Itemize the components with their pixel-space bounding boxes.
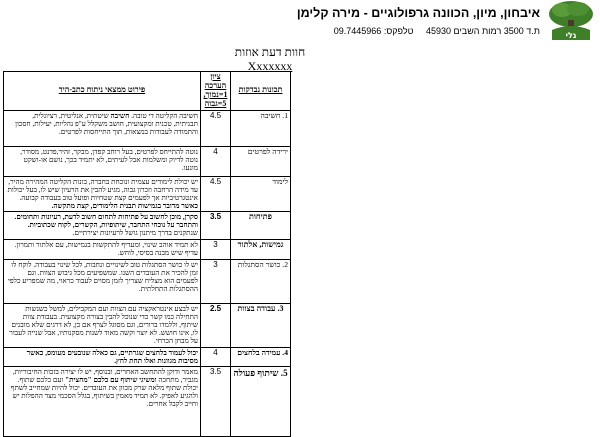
score-cell: 3.5 [201, 212, 231, 240]
score-cell: 4 [201, 348, 231, 367]
table-row [4, 212, 291, 240]
score-cell: 3 [201, 260, 231, 304]
contact-line [198, 26, 540, 36]
score-cell: 4 [201, 146, 231, 176]
trait-cell: לימוד [231, 176, 291, 211]
trait-cell: ירידה לפרטים [231, 146, 291, 176]
table-row [4, 110, 291, 146]
score-cell: 2.5 [201, 304, 231, 348]
trait-cell: גמישות, אלתור [231, 240, 291, 260]
description-cell: לא תמיד אוהב שינוי, ומעדיף להתקשות בגמישות, עם אלתור ותמרון. עדיף שיש מבנה בסיסי, לוחש. [4, 240, 201, 260]
table-row [4, 146, 291, 176]
document-title: חוות דעת אוזות [234, 45, 306, 59]
description-cell: מאמר ודוקן להתחשב האחרים, ובנוסף, יש לו יצירה בזכות החיבוריות, מגביר, מתחכה ומשיגי שיתוף עם כלכם "מחצית" ועם כלכם שתוף. יכולת שתוף מלאה שרק מכוון את העובדים. יכול להיות שמחייב לשתף ולהגיע לאפיק. לא תמיד מאמין בשיתוף, בגלל הסכמי מצד ההפלות יש וחייב לקבל אחרים. [4, 367, 201, 437]
score-cell: 3.5 [201, 367, 231, 437]
table-row [4, 260, 291, 304]
tree-logo-icon [544, 0, 598, 42]
company-name: איבחון, מיון, הכוונה גרפולוגיים - מירה קלימן [296, 6, 540, 20]
table-row [4, 348, 291, 367]
table-row [4, 176, 291, 211]
trait-cell: 1. חשיבה [231, 110, 291, 146]
phone-text: טלפקס: 09.7445966 [333, 26, 414, 36]
description-cell: יש יכולת לימודים עצמית ונוכחת בחברה, בונות הקליטה המהירה מהיר, עד מידה הרחבה וזכרון גבוה, מגיע להבין את הרעיון שיש לו, בעל יכולות אינטגרטיביות אך לפעמים קצת שטחיות ופועל טוב בעבודה קבועה. כאשר מדובר בגמישות תבנית הלימודים, קצת מתקשה. [4, 176, 201, 211]
subject-name: Xxxxxxx [247, 59, 293, 73]
description-cell: יש לו כושר הסתגלות טוב לשינויים ונחבות, לכל שינוי בעבודה. לוקח לו זמן להכיר את העובדים השנו. שמשפיעים מכל גיבוש הצוות. וגם לפעמים הוא מצליח שצריך לזמן מסוים לעבוד כראוי, מה שמפריע כלפי ההסתגלות התחלתית. [4, 260, 201, 304]
trait-cell: 4. עמידה בלחצים [231, 348, 291, 367]
table-header-row [4, 72, 291, 111]
table-row [4, 240, 291, 260]
address-text: ת.ד 3500 רמות השבים 45930 [426, 26, 540, 36]
score-cell: 3 [201, 240, 231, 260]
score-cell: 4.5 [201, 176, 231, 211]
trait-cell: 2. כושר הסתגלות [231, 260, 291, 304]
trait-cell: 5. שיתוף פעולה [231, 367, 291, 437]
score-cell: 4.5 [201, 110, 231, 146]
logo-text: גלי [565, 31, 577, 40]
header-description: פירוט ממצאי ניתוח כתב-היד [4, 72, 201, 111]
description-cell: יכול לעמוד בלחצים שגרתיים, גם כאלה שנובעים מעומס, כאשר מסיבות מגוונות ואלו תחת לחץ. [4, 348, 201, 367]
table-row [4, 304, 291, 348]
description-cell: נוטה להתייחס לפרטים, בעל רוחב קפדן, מבקר, זהיר,פדנט, מסודר, נוטה לדיוק ומשלמות אבל לעיתים, לא יתמיד בכך, נושם או-ושקט מונעו. [4, 146, 201, 176]
description-cell: חשיבה הקליטה די טובה. חשיבה שיטתית, אנליטית, רציונלית, תבניתית, טכנית ומקצועית, חושב משקלל ע"פ נהליות, יעילות, חסכון והתמודה לעבודות במצאות, תוך התייחסות לפרטים. [4, 110, 201, 146]
evaluation-table [3, 71, 291, 437]
header-score: ציון הערכה 1=נמוך, 5=גבוה [201, 72, 231, 111]
description-cell: יש לבצע אינטראקציה עם הצוות ועם המקבילים, למשל כשנשות התחילה כמו קשר כדי שנוכל להבין בצורה מקצועית. בעבודת צוות שיתוף, וללמדו ברורים, וגם מסוגל לצרף אם כן, לא דרגים שלא מובנים לו, אינו חושש. לא יוצר וקשה מאוד לשנות מסקנותיו, אבל שנייה לעבור על מבחן הכרחי. [4, 304, 201, 348]
table-row [4, 367, 291, 437]
trait-cell: 3. עבודה בצוות [231, 304, 291, 348]
trait-cell: פתיחות [231, 212, 291, 240]
description-cell: סקרן, מוכן לחשוב על פתיחות לתחום חשוב לדעת, רעיונות ותחומים. והתחבר על נוכחי התחבר, שיתופיות, הקשרים, לקוח שכתוביות. שנתקנים בדרך מיתנון גושל לרעיונות יצירתיים. [4, 212, 201, 240]
header-trait: תכונות נבדקות [231, 72, 291, 111]
